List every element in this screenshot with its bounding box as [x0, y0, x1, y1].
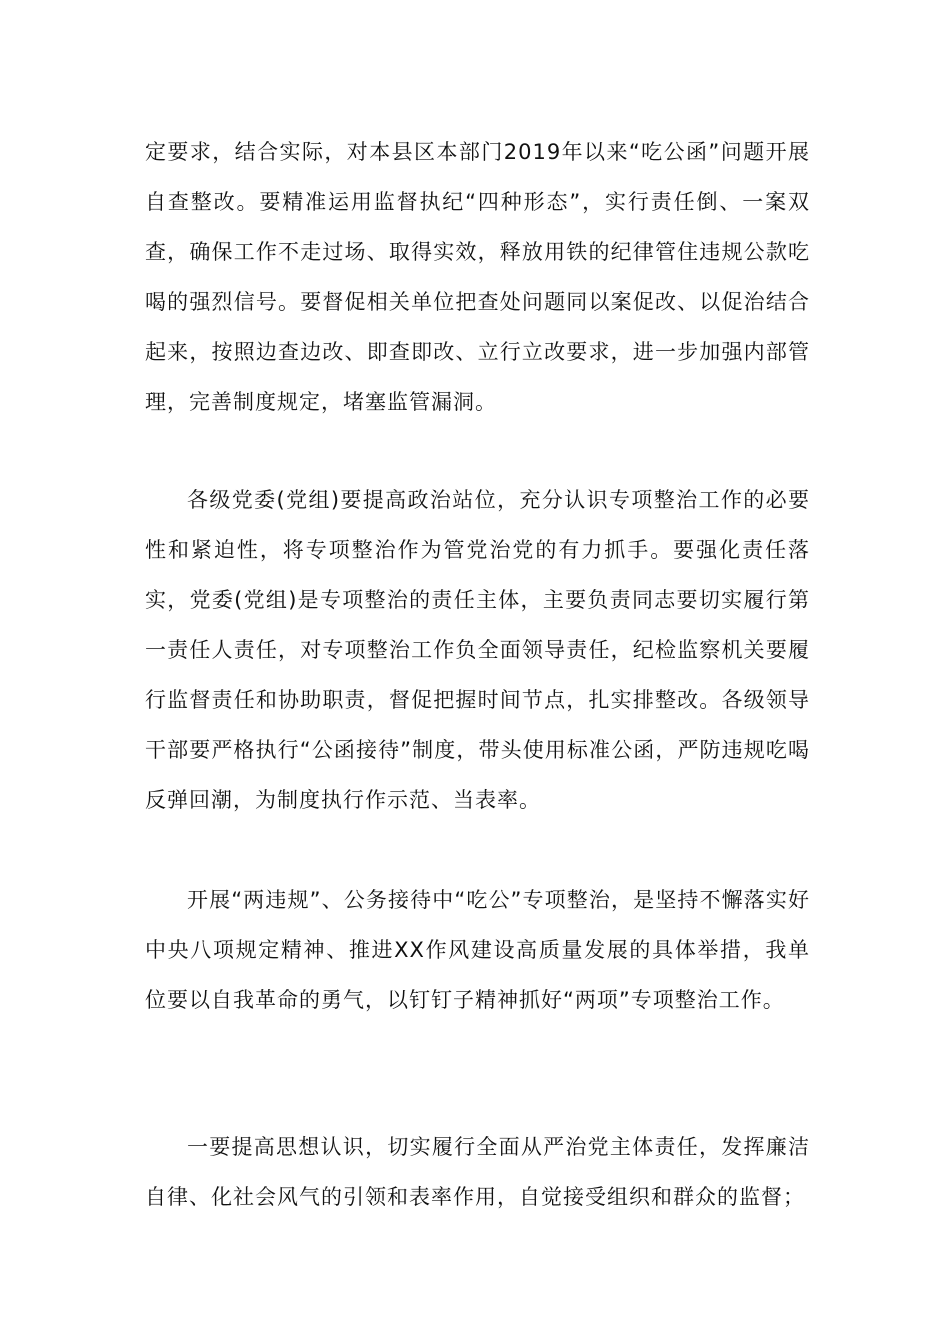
paragraph-1: 定要求，结合实际，对本县区本部门2019年以来“吃公函”问题开展自查整改。要精准运用监督执纪“四种形态”，实行责任倒、一案双查，确保工作不走过场、取得实效，释放用铁的纪律管住违规公款吃喝的强烈信号。要督促相关单位把查处问题同以案促改、以促治结合起来，按照边查边改、即查即改、立行立改要求，进一步加强内部管理，完善制度规定，堵塞监管漏洞。	[145, 140, 810, 414]
paragraph-2: 各级党委(党组)要提高政治站位，充分认识专项整治工作的必要性和紧迫性，将专项整治作为管党治党的有力抓手。要强化责任落实，党委(党组)是专项整治的责任主体，主要负责同志要切实履行第一责任人责任，对专项整治工作负全面领导责任，纪检监察机关要履行监督责任和协助职责，督促把握时间节点，扎实排整改。各级领导干部要严格执行“公函接待”制度，带头使用标准公函，严防违规吃喝反弹回潮，为制度执行作示范、当表率。	[145, 488, 810, 812]
paragraph-3: 开展“两违规”、公务接待中“吃公”专项整治，是坚持不懈落实好中央八项规定精神、推进XX作风建设高质量发展的具体举措，我单位要以自我革命的勇气，以钉钉子精神抓好“两项”专项整治工作。	[145, 888, 810, 1012]
paragraph-4: 一要提高思想认识，切实履行全面从严治党主体责任，发挥廉洁自律、化社会风气的引领和表率作用，自觉接受组织和群众的监督；	[145, 1135, 810, 1209]
